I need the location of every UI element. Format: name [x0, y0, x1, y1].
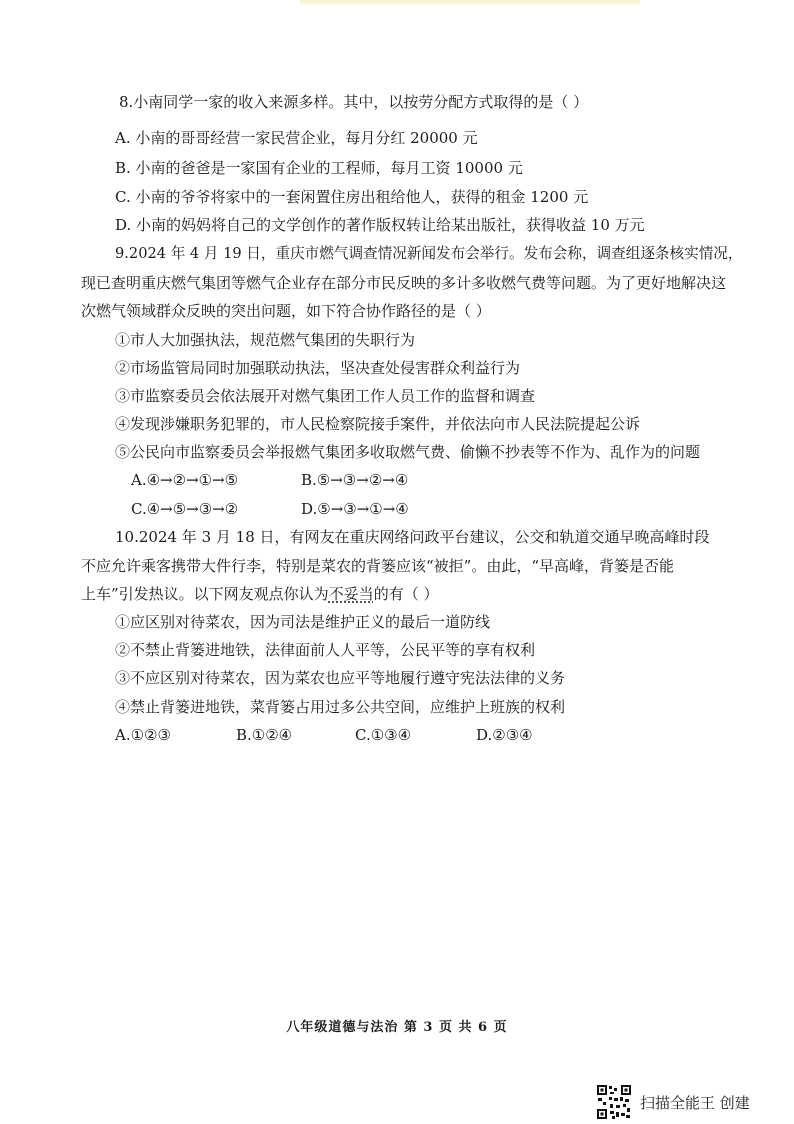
q8-stem: 8.小南同学一家的收入来源多样。其中，以按劳分配方式取得的是（ ）: [119, 93, 589, 111]
q10-option-a: A.①②③: [115, 726, 171, 744]
q9-item-4: ④发现涉嫌职务犯罪的，市人民检察院接手案件，并依法向市人民法院提起公诉: [115, 415, 641, 433]
scanner-watermark: [596, 1080, 750, 1124]
watermark-text: 扫描全能王 创建: [640, 1093, 750, 1112]
q9-option-d: D.⑤→③→①→④: [301, 500, 409, 518]
q10-stem-line-3-prefix: 上车”引发热议。以下网友观点你认为: [81, 585, 329, 603]
qr-code-icon: [596, 1084, 632, 1120]
q9-item-5: ⑤公民向市监察委员会举报燃气集团多收取燃气费、偷懒不抄表等不作为、乱作为的问题: [115, 443, 701, 461]
q8-option-a: A. 小南的哥哥经营一家民营企业，每月分红 20000 元: [115, 129, 478, 147]
q10-stem-line-3: [81, 584, 438, 604]
q9-stem-line-1: 9.2024 年 4 月 19 日，重庆市燃气调查情况新闻发布会举行。发布会称，调查组逐条核实情况，: [115, 245, 743, 262]
q8-option-d: D. 小南的妈妈将自己的文学创作的著作版权转让给某出版社，获得收益 10 万元: [115, 216, 645, 234]
q9-item-1: ①市人大加强执法，规范燃气集团的失职行为: [115, 331, 416, 349]
q9-stem-line-3: 次燃气领域群众反映的突出问题，如下符合协作路径的是（ ）: [81, 302, 491, 320]
q9-option-c: C.④→⑤→③→②: [131, 500, 239, 518]
q10-item-3: ③不应区别对待菜农，因为菜农也应平等地履行遵守宪法法律的义务: [115, 669, 566, 687]
q8-option-c: C. 小南的爷爷将家中的一套闲置住房出租给他人，获得的租金 1200 元: [115, 188, 589, 206]
q9-item-3: ③市监察委员会依法展开对燃气集团工作人员工作的监督和调查: [115, 387, 536, 405]
q10-option-b: B.①②④: [236, 726, 293, 744]
q10-item-2: ②不禁止背篓进地铁，法律面前人人平等，公民平等的享有权利: [115, 641, 536, 659]
page-footer: 八年级道德与法治 第 3 页 共 6 页: [286, 1020, 508, 1035]
q9-stem-line-2: 现已查明重庆燃气集团等燃气企业存在部分市民反映的多计多收燃气费等问题。为了更好地解决这: [81, 274, 727, 292]
q10-stem-line-1: 10.2024 年 3 月 18 日，有网友在重庆网络问政平台建议，公交和轨道交通早晚高峰时段: [115, 528, 710, 546]
q10-item-1: ①应区别对待菜农，因为司法是维护正义的最后一道防线: [115, 613, 491, 631]
q10-option-d: D.②③④: [476, 726, 533, 744]
q10-stem-line-3-suffix: 的有（ ）: [373, 585, 439, 603]
q10-stem-line-2: 不应允许乘客携带大件行李，特别是菜农的背篓应该“被拒”。由此，“早高峰，背篓是否能: [81, 557, 675, 575]
q10-item-4: ④禁止背篓进地铁，菜背篓占用过多公共空间，应维护上班族的权利: [115, 698, 566, 716]
q10-option-c: C.①③④: [355, 726, 412, 744]
q9-option-b: B.⑤→③→②→④: [301, 471, 409, 489]
scan-edge-strip: [300, 0, 640, 6]
q10-emphasized-keyword: 不妥当: [328, 585, 374, 603]
q9-item-2: ②市场监管局同时加强联动执法，坚决查处侵害群众利益行为: [115, 359, 521, 377]
q8-option-b: B. 小南的爸爸是一家国有企业的工程师，每月工资 10000 元: [115, 159, 523, 177]
q9-option-a: A.④→②→①→⑤: [131, 471, 239, 489]
